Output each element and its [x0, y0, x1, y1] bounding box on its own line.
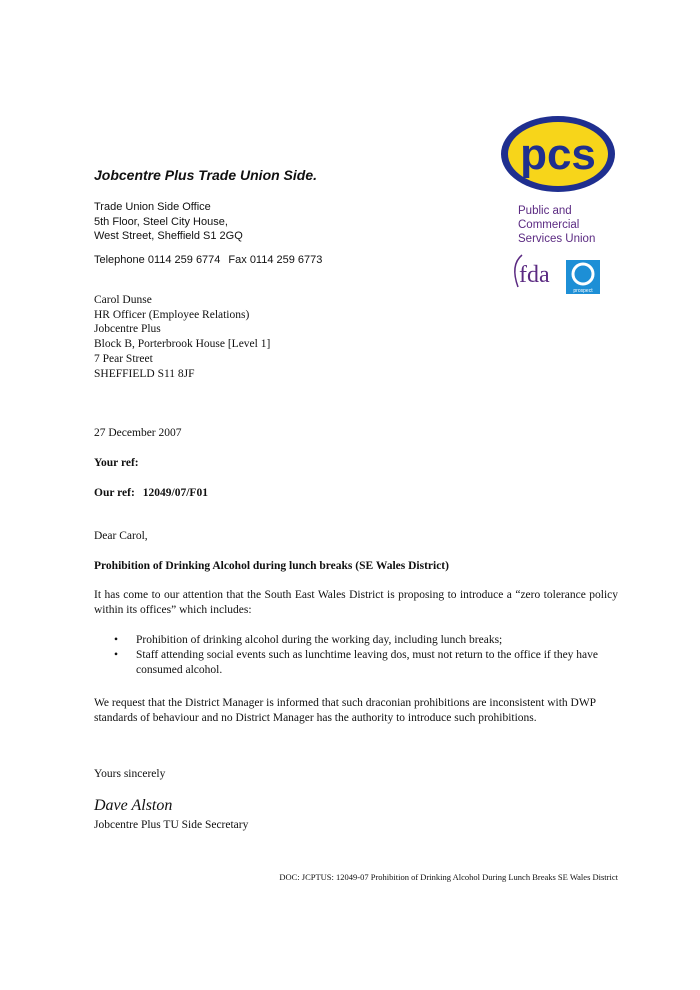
list-item-text: Staff attending social events such as lunchtime leaving dos, must not return to the office if they have consumed alcohol.	[136, 648, 599, 676]
body-paragraph: We request that the District Manager is informed that such draconian prohibitions are inconsistent with DWP standards of behaviour and no District Manager has the authority to introduce such prohibitions.	[94, 697, 596, 724]
telephone-number: Telephone 0114 259 6774	[94, 254, 221, 266]
contact-numbers	[94, 254, 322, 266]
recipient-line: SHEFFIELD S11 8JF	[94, 367, 195, 380]
our-reference	[94, 487, 208, 499]
recipient-address	[94, 293, 270, 381]
recipient-line: Block B, Porterbrook House [Level 1]	[94, 338, 271, 351]
signatory-title: Jobcentre Plus TU Side Secretary	[94, 819, 249, 831]
our-reference-label: Our ref:	[94, 487, 135, 499]
recipient-line: Jobcentre Plus	[94, 323, 161, 336]
office-address	[94, 200, 243, 244]
bullet-icon: •	[114, 634, 119, 646]
closing: Yours sincerely	[94, 768, 166, 780]
letter-date: 27 December 2007	[94, 427, 182, 439]
office-address-line: 5th Floor, Steel City House,	[94, 215, 228, 228]
organisation-title: Jobcentre Plus Trade Union Side.	[94, 167, 318, 183]
your-reference: Your ref:	[94, 457, 139, 469]
list-item-text: Prohibition of drinking alcohol during the working day, including lunch breaks;	[136, 634, 503, 646]
recipient-line: 7 Pear Street	[94, 352, 153, 365]
bullet-icon: •	[114, 648, 119, 661]
pcs-logo-text: pcs	[520, 130, 596, 179]
fda-logo-text: fda	[519, 262, 550, 288]
pcs-name-line: Public and	[518, 205, 572, 217]
recipient-line: HR Officer (Employee Relations)	[94, 308, 250, 321]
letter-subject: Prohibition of Drinking Alcohol during lunch breaks (SE Wales District)	[94, 560, 449, 572]
document-reference-footer: DOC: JCPTUS: 12049-07 Prohibition of Drinking Alcohol During Lunch Breaks SE Wales District	[279, 872, 618, 882]
prospect-logo-text: prospect	[573, 288, 593, 294]
prospect-logo	[566, 260, 600, 294]
fda-logo	[515, 255, 550, 288]
pcs-logo	[501, 116, 615, 192]
our-reference-value: 12049/07/F01	[142, 487, 208, 499]
recipient-line: Carol Dunse	[94, 294, 152, 306]
fax-number: Fax 0114 259 6773	[228, 254, 323, 266]
list-item	[94, 648, 618, 678]
pcs-name-line: Services Union	[518, 233, 596, 245]
union-logos	[500, 115, 618, 300]
signature: Dave Alston	[94, 797, 173, 814]
pcs-name-line: Commercial	[518, 219, 580, 231]
body-paragraph: It has come to our attention that the South East Wales District is proposing to introduce a “zero tolerance policy within its offices” which includes:	[94, 589, 618, 616]
bullet-list	[94, 633, 618, 677]
office-address-line: West Street, Sheffield S1 2GQ	[94, 230, 243, 242]
salutation: Dear Carol,	[94, 530, 148, 542]
list-item	[94, 633, 618, 648]
office-address-line: Trade Union Side Office	[94, 201, 211, 213]
